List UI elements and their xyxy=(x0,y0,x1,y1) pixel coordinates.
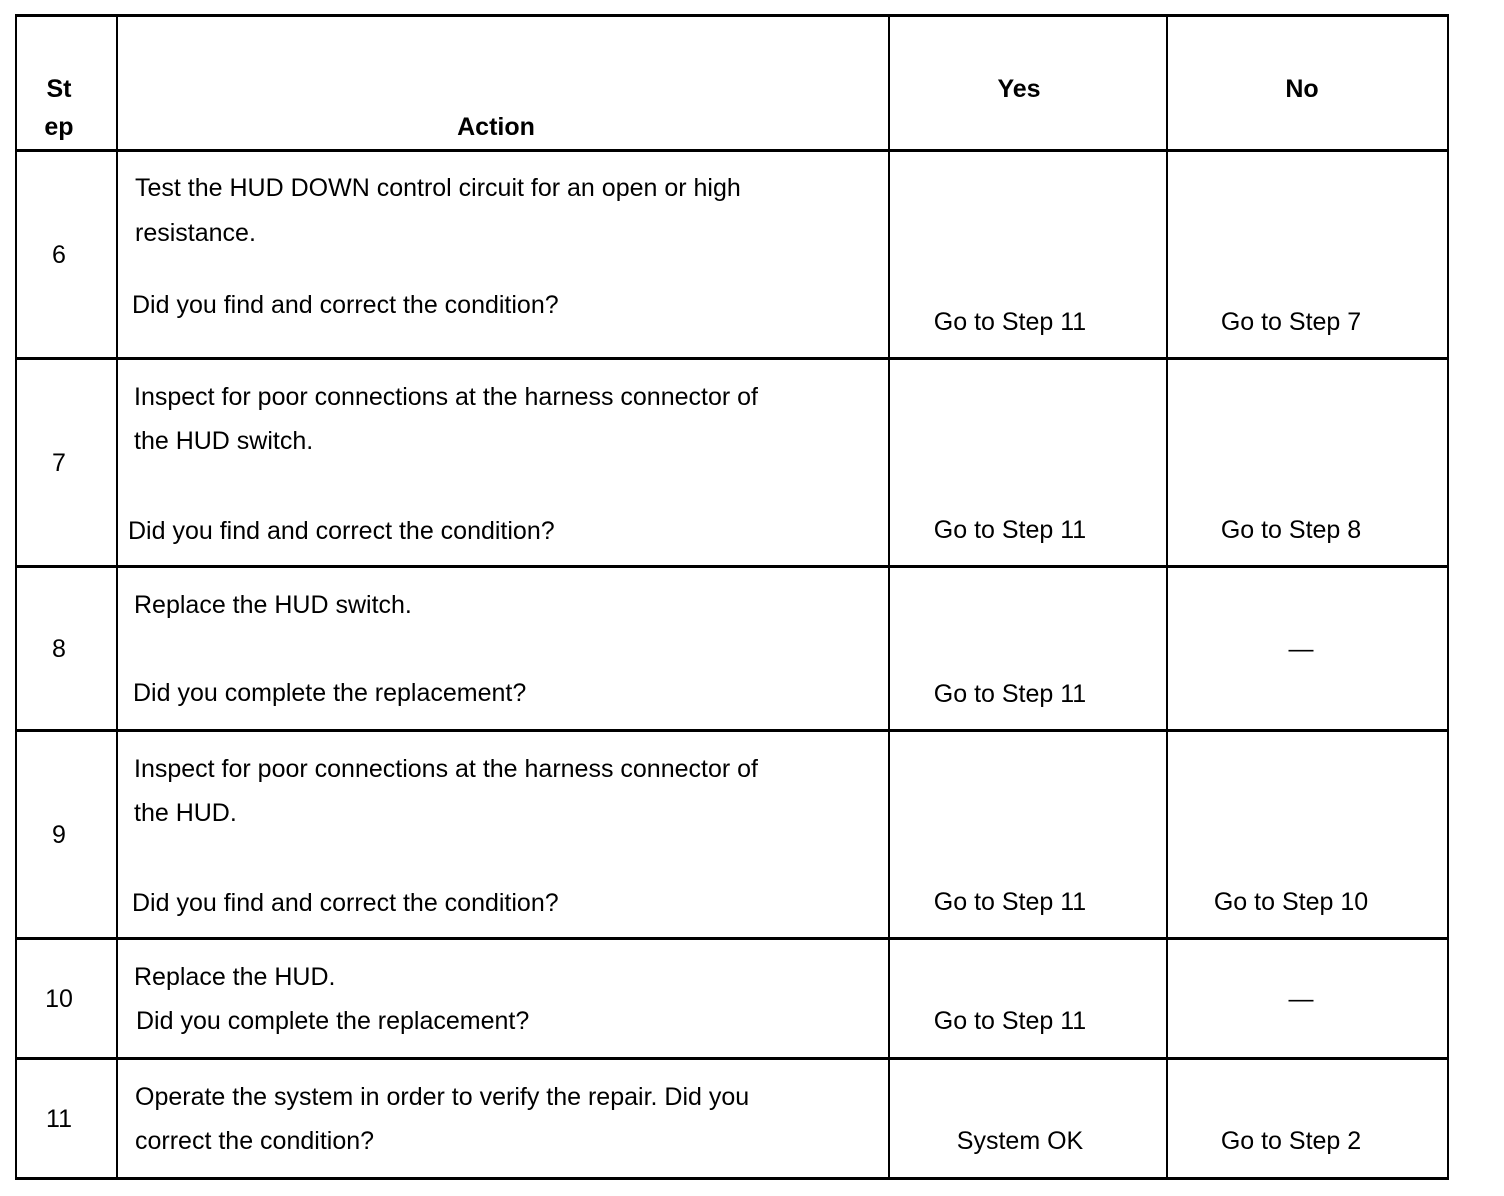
row-8-no: — xyxy=(1288,635,1314,663)
header-step-line2: ep xyxy=(44,113,74,141)
row-divider xyxy=(15,1057,1449,1060)
diagnostic-table xyxy=(15,14,1449,1180)
row-7-question: Did you find and correct the condition? xyxy=(128,517,555,545)
row-6-action-line1: Test the HUD DOWN control circuit for an open or high xyxy=(135,174,741,202)
row-10-no: — xyxy=(1288,985,1314,1013)
row-divider xyxy=(15,729,1449,732)
row-7-yes: Go to Step 11 xyxy=(933,516,1087,544)
row-8-action-line1: Replace the HUD switch. xyxy=(134,591,412,619)
row-11-step: 11 xyxy=(46,1105,72,1133)
row-9-question: Did you find and correct the condition? xyxy=(132,889,559,917)
row-10-yes: Go to Step 11 xyxy=(933,1007,1087,1035)
row-7-action-line1: Inspect for poor connections at the harness connector of xyxy=(134,383,758,411)
row-8-yes: Go to Step 11 xyxy=(933,680,1087,708)
row-11-yes: System OK xyxy=(956,1127,1084,1155)
row-10-question: Did you complete the replacement? xyxy=(136,1007,530,1035)
row-9-action-line2: the HUD. xyxy=(134,799,237,827)
column-divider xyxy=(116,14,118,1180)
column-divider xyxy=(15,14,17,1180)
row-7-no: Go to Step 8 xyxy=(1220,516,1362,544)
column-divider xyxy=(1447,14,1449,1180)
table-border-top xyxy=(15,14,1449,17)
row-9-action-line1: Inspect for poor connections at the harness connector of xyxy=(134,755,758,783)
row-6-action-line2: resistance. xyxy=(135,219,256,247)
row-7-action-line2: the HUD switch. xyxy=(134,427,314,455)
column-divider xyxy=(888,14,890,1180)
header-no: No xyxy=(1285,75,1319,103)
row-11-action-line2: correct the condition? xyxy=(135,1127,375,1155)
column-divider xyxy=(1166,14,1168,1180)
row-11-action-line1: Operate the system in order to verify the repair. Did you xyxy=(135,1083,750,1111)
row-divider xyxy=(15,937,1449,940)
row-7-step: 7 xyxy=(52,449,66,477)
row-6-no: Go to Step 7 xyxy=(1220,308,1362,336)
row-9-step: 9 xyxy=(52,821,66,849)
header-action: Action xyxy=(457,113,535,141)
row-divider xyxy=(15,357,1449,360)
table-border-bottom xyxy=(15,1177,1449,1180)
row-11-no: Go to Step 2 xyxy=(1220,1127,1362,1155)
row-divider xyxy=(15,149,1449,152)
row-8-step: 8 xyxy=(52,635,66,663)
row-6-step: 6 xyxy=(52,241,66,269)
row-6-yes: Go to Step 11 xyxy=(933,308,1087,336)
row-10-action-line1: Replace the HUD. xyxy=(134,963,336,991)
header-step-line1: St xyxy=(46,75,72,103)
row-9-yes: Go to Step 11 xyxy=(933,888,1087,916)
row-8-question: Did you complete the replacement? xyxy=(133,679,527,707)
row-9-no: Go to Step 10 xyxy=(1213,888,1369,916)
row-6-question: Did you find and correct the condition? xyxy=(132,291,559,319)
row-10-step: 10 xyxy=(45,985,73,1013)
row-divider xyxy=(15,565,1449,568)
header-yes: Yes xyxy=(997,75,1041,103)
